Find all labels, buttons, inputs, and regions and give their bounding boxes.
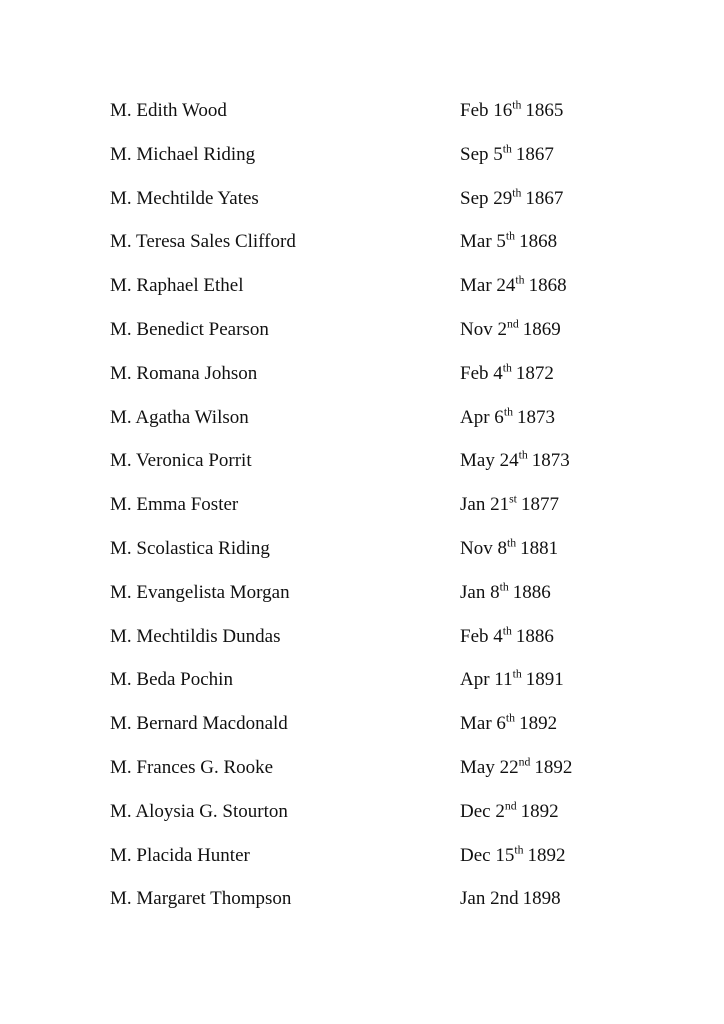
date-year: 1881 bbox=[520, 537, 559, 559]
table-row bbox=[0, 582, 724, 626]
date-day-month: Nov 8 bbox=[460, 537, 507, 559]
date-year: 1891 bbox=[525, 669, 564, 691]
table-row bbox=[0, 144, 724, 188]
entry-date bbox=[460, 845, 566, 867]
entry-date bbox=[460, 363, 554, 385]
date-day-month: Jan 8 bbox=[460, 581, 500, 603]
date-day-month: Jan 21 bbox=[460, 494, 510, 516]
entry-name: M. Mechtildis Dundas bbox=[110, 625, 281, 647]
date-ordinal-suffix: th bbox=[506, 536, 517, 550]
date-year: 1869 bbox=[522, 318, 561, 340]
date-ordinal-suffix: th bbox=[512, 98, 522, 112]
table-row bbox=[0, 494, 724, 538]
date-year: 1892 bbox=[534, 756, 573, 778]
table-row bbox=[0, 363, 724, 407]
table-row bbox=[0, 845, 724, 889]
date-day-month: Dec 2 bbox=[460, 800, 505, 822]
entry-name: M. Margaret Thompson bbox=[110, 888, 292, 910]
table-row bbox=[0, 713, 724, 757]
entry-name: M. Aloysia G. Stourton bbox=[110, 800, 288, 822]
date-year: 1877 bbox=[520, 494, 559, 516]
date-day-month: Feb 4 bbox=[460, 362, 503, 384]
entry-name: M. Emma Foster bbox=[110, 494, 239, 516]
date-year: 1872 bbox=[515, 362, 554, 384]
entry-date bbox=[460, 888, 561, 910]
table-row bbox=[0, 538, 724, 582]
date-day-month: Mar 24 bbox=[460, 275, 516, 297]
table-row bbox=[0, 801, 724, 845]
table-row bbox=[0, 888, 724, 932]
date-ordinal-suffix: th bbox=[514, 843, 524, 857]
date-day-month: May 24 bbox=[460, 450, 519, 472]
date-day-month: Sep 5 bbox=[460, 143, 503, 165]
entry-name: M. Teresa Sales Clifford bbox=[110, 231, 296, 253]
date-year: 1898 bbox=[522, 888, 561, 910]
table-row bbox=[0, 626, 724, 670]
entry-date bbox=[460, 801, 559, 823]
entry-name: M. Veronica Porrit bbox=[110, 450, 252, 472]
entry-date bbox=[460, 757, 572, 779]
date-year: 1867 bbox=[525, 187, 564, 209]
entry-date bbox=[460, 669, 564, 691]
date-ordinal-suffix: nd bbox=[518, 755, 531, 769]
entry-date bbox=[460, 494, 559, 516]
entry-date bbox=[460, 144, 554, 166]
entry-name: M. Scolastica Riding bbox=[110, 537, 270, 559]
date-ordinal-suffix: th bbox=[515, 273, 525, 287]
entry-date bbox=[460, 231, 557, 253]
table-row bbox=[0, 188, 724, 232]
entries-list bbox=[0, 100, 724, 932]
table-row bbox=[0, 231, 724, 275]
date-day-month: Feb 4 bbox=[460, 625, 503, 647]
date-ordinal-suffix: st bbox=[509, 492, 517, 506]
entry-date bbox=[460, 407, 555, 429]
entry-date bbox=[460, 538, 558, 560]
entry-date bbox=[460, 319, 561, 341]
date-year: 1886 bbox=[512, 581, 551, 603]
entry-name: M. Michael Riding bbox=[110, 143, 256, 165]
date-ordinal-suffix: nd bbox=[504, 799, 517, 813]
entry-name: M. Mechtilde Yates bbox=[110, 187, 259, 209]
entry-date bbox=[460, 275, 567, 297]
table-row bbox=[0, 275, 724, 319]
table-row bbox=[0, 669, 724, 713]
date-ordinal-suffix: th bbox=[502, 361, 512, 375]
entry-name: M. Bernard Macdonald bbox=[110, 713, 288, 735]
entry-date bbox=[460, 188, 563, 210]
entry-name: M. Frances G. Rooke bbox=[110, 756, 274, 778]
entry-name: M. Evangelista Morgan bbox=[110, 581, 290, 603]
entry-name: M. Agatha Wilson bbox=[110, 406, 249, 428]
date-year: 1892 bbox=[520, 800, 559, 822]
entry-date bbox=[460, 713, 557, 735]
table-row bbox=[0, 757, 724, 801]
entry-name: M. Benedict Pearson bbox=[110, 318, 269, 340]
date-year: 1873 bbox=[531, 450, 570, 472]
date-day-month: Mar 5 bbox=[460, 231, 506, 253]
table-row bbox=[0, 407, 724, 451]
date-day-month: Apr 6 bbox=[460, 406, 504, 428]
date-ordinal-suffix: th bbox=[518, 449, 528, 463]
date-ordinal-suffix: th bbox=[499, 580, 509, 594]
entry-date bbox=[460, 100, 563, 122]
date-ordinal-suffix: th bbox=[512, 186, 522, 200]
date-year: 1892 bbox=[527, 844, 566, 866]
entry-date bbox=[460, 582, 551, 604]
entry-date bbox=[460, 450, 570, 472]
date-day-month: Sep 29 bbox=[460, 187, 513, 209]
entry-name: M. Romana Johson bbox=[110, 362, 258, 384]
date-ordinal-suffix: th bbox=[512, 668, 522, 682]
date-year: 1865 bbox=[525, 100, 564, 121]
date-year: 1867 bbox=[515, 143, 554, 165]
entry-name: M. Beda Pochin bbox=[110, 669, 233, 691]
date-ordinal-suffix: nd bbox=[499, 888, 519, 910]
date-year: 1868 bbox=[519, 231, 558, 253]
date-ordinal-suffix: th bbox=[505, 230, 516, 244]
entry-name: M. Edith Wood bbox=[110, 100, 227, 121]
entry-name: M. Placida Hunter bbox=[110, 844, 250, 866]
table-row bbox=[0, 319, 724, 363]
entry-date bbox=[460, 626, 554, 648]
date-ordinal-suffix: th bbox=[503, 405, 513, 419]
date-ordinal-suffix: th bbox=[502, 624, 512, 638]
date-year: 1873 bbox=[516, 406, 555, 428]
date-ordinal-suffix: th bbox=[502, 142, 512, 156]
entry-name: M. Raphael Ethel bbox=[110, 275, 244, 297]
date-day-month: Nov 2 bbox=[460, 318, 507, 340]
table-row bbox=[0, 450, 724, 494]
table-row bbox=[0, 100, 724, 144]
date-ordinal-suffix: th bbox=[505, 711, 516, 725]
date-year: 1892 bbox=[519, 713, 558, 735]
date-year: 1868 bbox=[528, 275, 567, 297]
date-ordinal-suffix: nd bbox=[506, 317, 519, 331]
date-day-month: Apr 11 bbox=[460, 669, 513, 691]
date-day-month: Dec 15 bbox=[460, 844, 515, 866]
date-day-month: May 22 bbox=[460, 756, 519, 778]
date-year: 1886 bbox=[515, 625, 554, 647]
date-day-month: Jan 2 bbox=[460, 888, 500, 910]
date-day-month: Feb 16 bbox=[460, 100, 513, 121]
date-day-month: Mar 6 bbox=[460, 713, 506, 735]
